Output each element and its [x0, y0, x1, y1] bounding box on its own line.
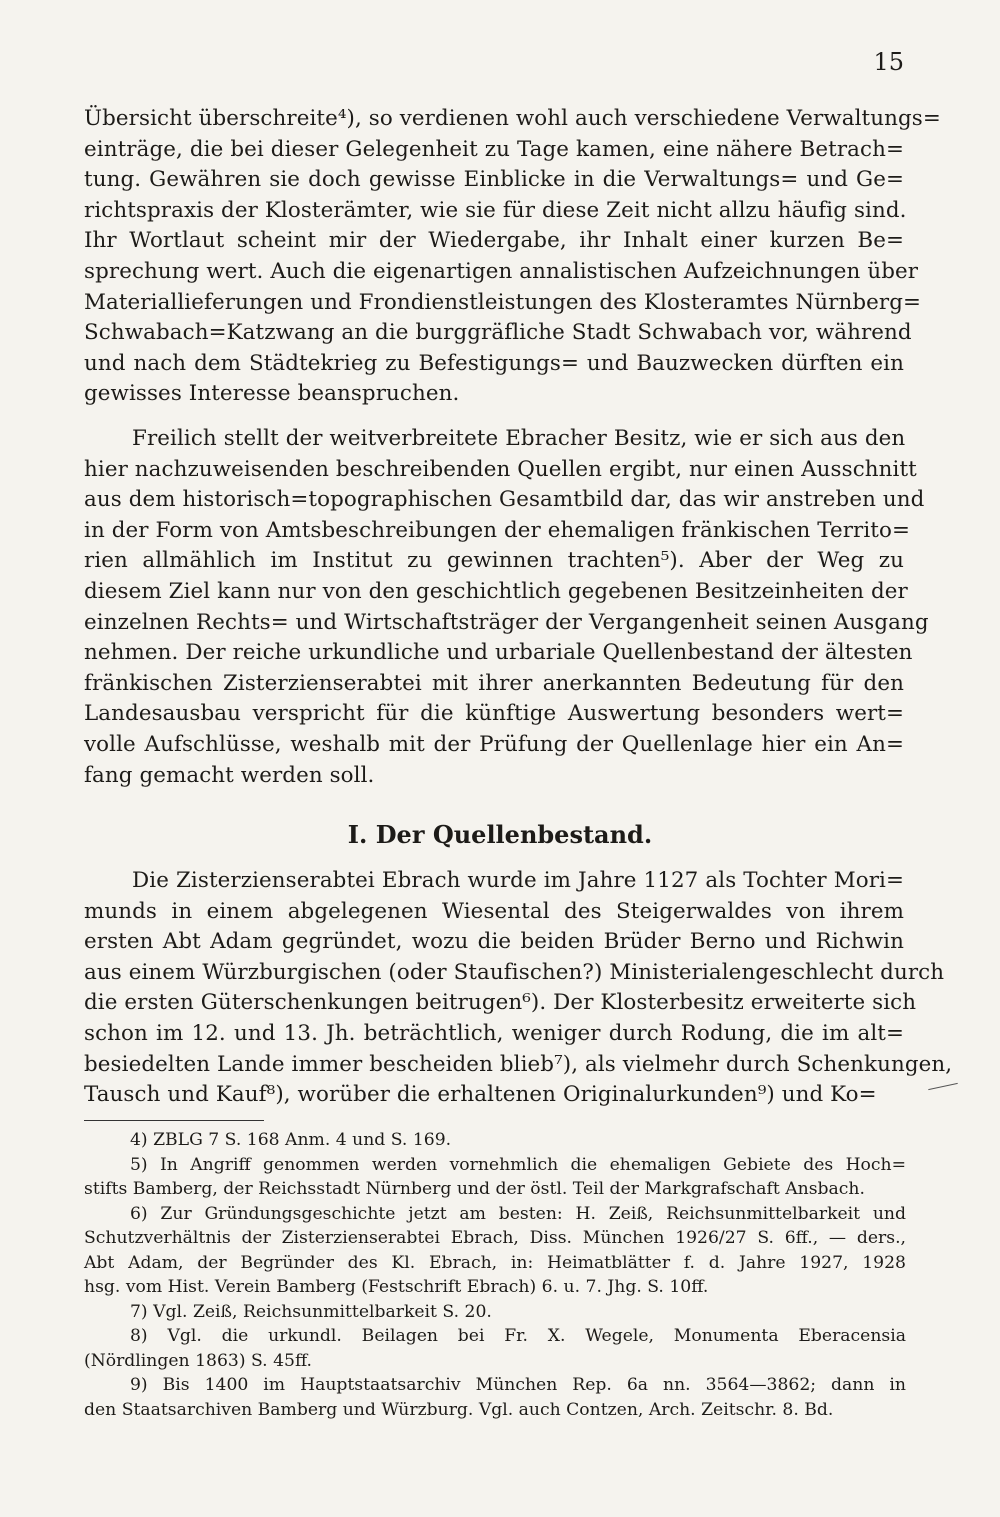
footnote-line: hsg. vom Hist. Verein Bamberg (Festschrift Ebrach) 6. u. 7. Jhg. S. 10ff.: [84, 1277, 709, 1297]
text-line: tung. Gewähren sie doch gewisse Einblicke in die Verwaltungs= und Ge=: [84, 167, 904, 193]
text-line: sprechung wert. Auch die eigenartigen annalistischen Aufzeichnungen über: [84, 258, 919, 284]
footnote-line: 5) In Angriff genommen werden vornehmlich die ehemaligen Gebiete des Hoch=: [130, 1154, 906, 1175]
text-line: munds in einem abgelegenen Wiesental des Steigerwaldes von ihrem: [84, 898, 904, 924]
footnote-line: 8) Vgl. die urkundl. Beilagen bei Fr. X. Wegele, Monumenta Eberacensia: [130, 1326, 906, 1346]
footnote-line: den Staatsarchiven Bamberg und Würzburg. Vgl. auch Contzen, Arch. Zeitschr. 8. Bd.: [84, 1399, 834, 1420]
text-line: Ihr Wortlaut scheint mir der Wiedergabe, ihr Inhalt einer kurzen Be=: [84, 228, 904, 254]
text-line: rien allmählich im Institut zu gewinnen trachten⁵). Aber der Weg zu: [84, 548, 904, 574]
paragraph-3: [84, 866, 953, 1111]
paragraph-1: [84, 104, 941, 410]
footnote-line: stifts Bamberg, der Reichsstadt Nürnberg und der östl. Teil der Markgrafschaft Ansbach.: [84, 1179, 865, 1199]
footnote-line: (Nördlingen 1863) S. 45ff.: [84, 1350, 313, 1371]
footnote-line: 6) Zur Gründungsgeschichte jetzt am besten: H. Zeiß, Reichsunmittelbarkeit und: [130, 1203, 906, 1224]
text-line: volle Aufschlüsse, weshalb mit der Prüfung der Quellenlage hier ein An=: [84, 731, 904, 757]
text-line: Übersicht überschreite⁴), so verdienen wohl auch verschiedene Verwaltungs=: [84, 106, 941, 131]
text-line: schon im 12. und 13. Jh. beträchtlich, weniger durch Rodung, die im alt=: [84, 1020, 904, 1046]
text-line: richtspraxis der Klosterämter, wie sie für diese Zeit nicht allzu häufig sind.: [84, 197, 907, 223]
text-line: Tausch und Kauf⁸), worüber die erhaltenen Originalurkunden⁹) und Ko=: [84, 1082, 877, 1108]
text-line: einzelnen Rechts= und Wirtschaftsträger der Vergangenheit seinen Ausgang: [84, 609, 929, 635]
text-line: hier nachzuweisenden beschreibenden Quellen ergibt, nur einen Ausschnitt: [84, 456, 917, 482]
footnote-line: 7) Vgl. Zeiß, Reichsunmittelbarkeit S. 20.: [130, 1301, 492, 1322]
margin-mark: [928, 1083, 958, 1090]
text-line: besiedelten Lande immer bescheiden blieb⁷), als vielmehr durch Schenkungen,: [84, 1051, 953, 1077]
footnote-line: Abt Adam, der Begründer des Kl. Ebrach, in: Heimatblätter f. d. Jahre 1927, 1928: [84, 1252, 906, 1273]
text-line: Landesausbau verspricht für die künftige Auswertung besonders wert=: [84, 701, 904, 727]
footnotes: [84, 1128, 906, 1422]
text-line: fang gemacht werden soll.: [84, 762, 375, 788]
paragraph-2: [84, 424, 929, 791]
page-number: 15: [873, 48, 904, 76]
text-line: Schwabach=Katzwang an die burggräfliche Stadt Schwabach vor, während: [84, 320, 912, 346]
text-line: und nach dem Städtekrieg zu Befestigungs= und Bauzwecken dürften ein: [84, 350, 904, 376]
footnote-line: 4) ZBLG 7 S. 168 Anm. 4 und S. 169.: [130, 1130, 452, 1150]
text-line: die ersten Güterschenkungen beitrugen⁶). Der Klosterbesitz erweiterte sich: [84, 990, 917, 1016]
text-line: diesem Ziel kann nur von den geschichtlich gegebenen Besitzeinheiten der: [84, 578, 908, 604]
text-line: fränkischen Zisterzienserabtei mit ihrer anerkannten Bedeutung für den: [84, 670, 904, 696]
text-line: Die Zisterzienserabtei Ebrach wurde im Jahre 1127 als Tochter Mori=: [132, 868, 904, 893]
footnote-line: 9) Bis 1400 im Hauptstaatsarchiv München Rep. 6a nn. 3564—3862; dann in: [130, 1375, 906, 1395]
text-line: nehmen. Der reiche urkundliche und urbariale Quellenbestand der ältesten: [84, 640, 913, 666]
text-line: einträge, die bei dieser Gelegenheit zu Tage kamen, eine nähere Betrach=: [84, 136, 904, 162]
footnote-line: Schutzverhältnis der Zisterzienserabtei Ebrach, Diss. München 1926/27 S. 6ff., — ders.,: [84, 1228, 906, 1248]
text-line: aus einem Würzburgischen (oder Staufischen?) Ministerialengeschlecht durch: [84, 959, 945, 985]
text-line: gewisses Interesse beanspruchen.: [84, 381, 460, 407]
text-line: in der Form von Amtsbeschreibungen der ehemaligen fränkischen Territo=: [84, 517, 910, 543]
text-line: aus dem historisch=topographischen Gesamtbild dar, das wir anstreben und: [84, 487, 925, 513]
section-heading: I. Der Quellenbestand.: [347, 820, 653, 849]
text-line: Materiallieferungen und Frondienstleistungen des Klosteramtes Nürnberg=: [84, 289, 922, 315]
text-line: Freilich stellt der weitverbreitete Ebracher Besitz, wie er sich aus den: [132, 426, 906, 451]
text-line: ersten Abt Adam gegründet, wozu die beiden Brüder Berno und Richwin: [84, 929, 904, 955]
footnote-rule: [84, 1120, 264, 1121]
